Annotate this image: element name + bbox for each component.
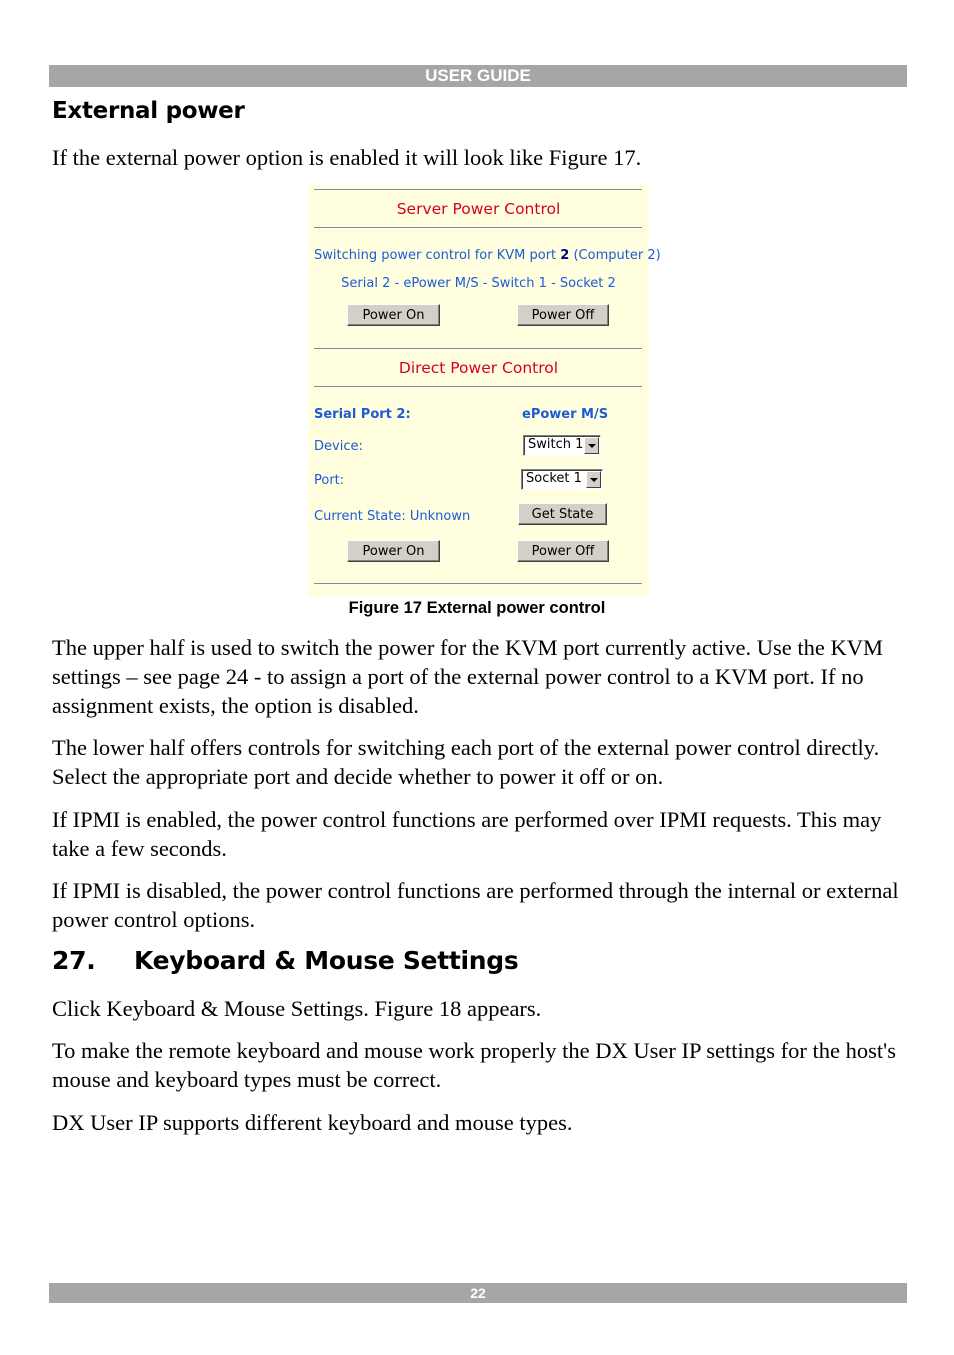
page-number-bar: 22 (49, 1283, 907, 1303)
figure-caption: Figure 17 External power control (348, 599, 606, 617)
paragraph-remote-keyboard: To make the remote keyboard and mouse work properly the DX User IP settings for the host's mouse and keyboard types must be correct. (52, 1038, 896, 1092)
server-power-off-button[interactable]: Power Off (517, 304, 609, 326)
paragraph-click-settings: Click Keyboard & Mouse Settings. Figure 18 appears. (52, 996, 542, 1021)
current-state: Current State: Unknown (314, 509, 471, 524)
section-number: 27. (52, 946, 96, 975)
paragraph-supports-types: DX User IP supports different keyboard and mouse types. (52, 1110, 573, 1135)
paragraph-upper-half: The upper half is used to switch the power for the KVM port currently active. Use the KVM settings – see page 24 - to assign a port of the external power control to a KVM port. If no assignment exists, the option is disabled. (52, 635, 884, 718)
chevron-down-icon[interactable] (584, 437, 599, 454)
direct-power-control-title: Direct Power Control (398, 359, 559, 377)
device-label: Device: (314, 439, 363, 454)
section-heading-keyboard-mouse (52, 946, 518, 975)
header-bar: USER GUIDE (49, 65, 907, 87)
divider (314, 583, 642, 585)
intro-paragraph: If the external power option is enabled it will look like Figure 17. (52, 145, 642, 170)
paragraph-ipmi-disabled: If IPMI is disabled, the power control functions are performed through the internal or external power control options. (52, 878, 899, 932)
paragraph-ipmi-enabled: If IPMI is enabled, the power control functions are performed over IPMI requests. This may take a few seconds. (52, 807, 882, 861)
device-select[interactable] (523, 435, 601, 456)
computer-label: (Computer 2) (573, 248, 661, 263)
divider (314, 386, 642, 388)
section-title: Keyboard & Mouse Settings (134, 946, 519, 975)
serial-line: Serial 2 - ePower M/S - Switch 1 - Socket 2 (341, 276, 616, 291)
serial-port-value: ePower M/S (522, 407, 609, 422)
server-power-on-button[interactable]: Power On (347, 304, 440, 326)
section-heading-external-power: External power (52, 98, 245, 124)
port-select-value: Socket 1 (526, 471, 582, 486)
paragraph-lower-half: The lower half offers controls for switching each port of the external power control directly. Select the appropriate port and decide whether to power it off or on. (52, 735, 880, 789)
port-select[interactable] (521, 469, 603, 490)
server-power-control-title: Server Power Control (396, 200, 561, 218)
chevron-down-icon[interactable] (586, 471, 601, 488)
divider (314, 348, 642, 350)
divider (314, 227, 642, 229)
switching-text (314, 248, 661, 263)
get-state-button[interactable]: Get State (518, 503, 607, 525)
divider (314, 189, 642, 191)
direct-power-off-button[interactable]: Power Off (517, 540, 609, 562)
device-select-value: Switch 1 (528, 437, 584, 452)
serial-port-label: Serial Port 2: (314, 407, 411, 422)
external-power-figure (308, 185, 661, 597)
switching-label: Switching power control for KVM port (314, 248, 557, 263)
kvm-port-number: 2 (560, 248, 570, 263)
direct-power-on-button[interactable]: Power On (347, 540, 440, 562)
port-label: Port: (314, 473, 345, 488)
